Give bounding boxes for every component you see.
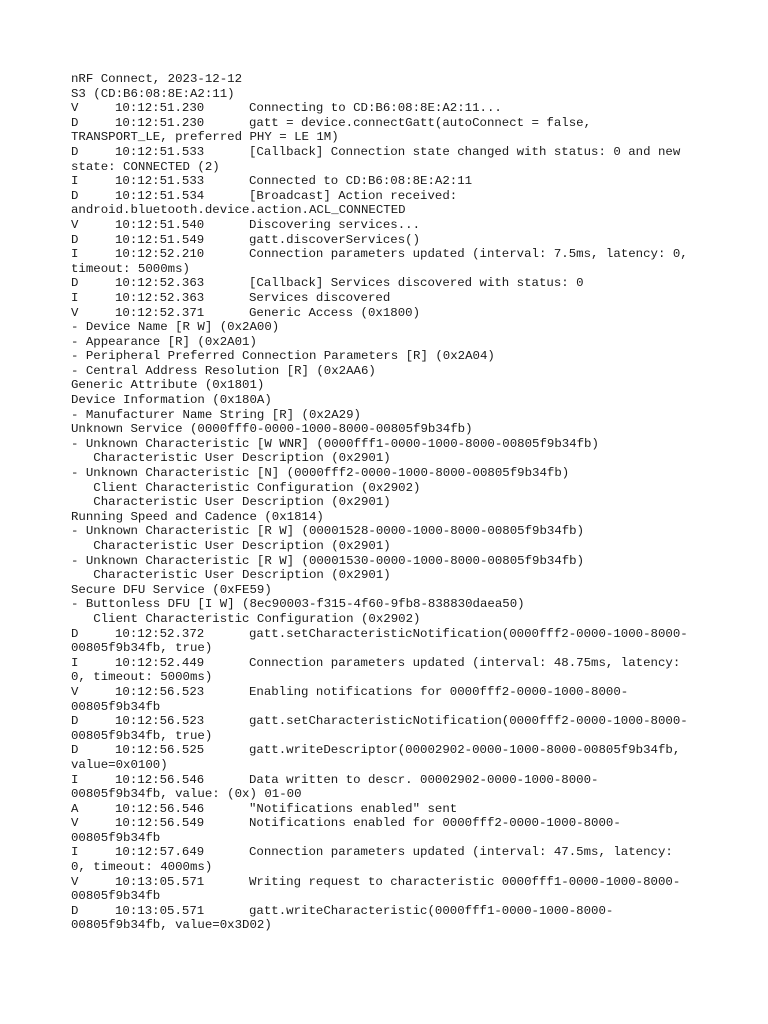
service-tree-line: Unknown Service (0000fff0-0000-1000-8000-00805f9b34fb) bbox=[71, 422, 473, 437]
log-level: I bbox=[71, 845, 79, 860]
log-message: gatt.writeDescriptor(00002902-0000-1000-8000-00805f9b34fb, bbox=[249, 743, 681, 758]
log-message: Connecting to CD:B6:08:8E:A2:11... bbox=[249, 101, 502, 116]
log-message-continuation: 00805f9b34fb, value=0x3D02) bbox=[71, 918, 272, 933]
log-message-continuation: android.bluetooth.device.action.ACL_CONNECTED bbox=[71, 203, 406, 218]
log-timestamp: 10:13:05.571 bbox=[115, 874, 205, 889]
service-tree-line: - Unknown Characteristic [R W] (00001528-0000-1000-8000-00805f9b34fb) bbox=[71, 524, 585, 539]
log-level: V bbox=[71, 874, 79, 889]
log-entry bbox=[71, 276, 701, 291]
log-message-continuation: 00805f9b34fb, value: (0x) 01-00 bbox=[71, 787, 302, 802]
log-timestamp: 10:12:52.372 bbox=[115, 626, 205, 641]
log-message-continuation: 0, timeout: 4000ms) bbox=[71, 860, 213, 875]
log-level: V bbox=[71, 217, 79, 232]
log-entry bbox=[71, 875, 701, 904]
log-message: gatt.setCharacteristicNotification(0000fff2-0000-1000-8000- bbox=[249, 626, 688, 641]
log-timestamp: 10:12:57.649 bbox=[115, 845, 205, 860]
log-message-continuation: 0, timeout: 5000ms) bbox=[71, 670, 213, 685]
log-message: gatt = device.connectGatt(autoConnect = false, bbox=[249, 115, 592, 130]
log-message: Enabling notifications for 0000fff2-0000-1000-8000- bbox=[249, 684, 629, 699]
log-timestamp: 10:13:05.571 bbox=[115, 903, 205, 918]
log-timestamp: 10:12:56.546 bbox=[115, 772, 205, 787]
log-timestamp: 10:12:52.449 bbox=[115, 655, 205, 670]
log-entry bbox=[71, 743, 701, 772]
log-message: Connection parameters updated (interval: 7.5ms, latency: 0, bbox=[249, 247, 688, 262]
log-level: I bbox=[71, 290, 79, 305]
log-message-continuation: 00805f9b34fb, true) bbox=[71, 728, 213, 743]
log-message: [Callback] Services discovered with status: 0 bbox=[249, 276, 584, 291]
log-entry bbox=[71, 145, 701, 174]
log-message-continuation: 00805f9b34fb bbox=[71, 889, 161, 904]
log-level: I bbox=[71, 247, 79, 262]
log-timestamp: 10:12:52.210 bbox=[115, 247, 205, 262]
log-message: gatt.discoverServices() bbox=[249, 232, 421, 247]
log-level: D bbox=[71, 626, 79, 641]
log-timestamp: 10:12:56.525 bbox=[115, 743, 205, 758]
log-entry bbox=[71, 802, 701, 817]
service-tree-line: - Device Name [R W] (0x2A00) bbox=[71, 320, 280, 335]
service-tree-line: Device Information (0x180A) bbox=[71, 393, 272, 408]
log-timestamp: 10:12:56.549 bbox=[115, 816, 205, 831]
log-timestamp: 10:12:56.523 bbox=[115, 714, 205, 729]
service-tree-line: - Peripheral Preferred Connection Parameters [R] (0x2A04) bbox=[71, 349, 495, 364]
service-tree-line: Characteristic User Description (0x2901) bbox=[71, 495, 391, 510]
log-message-continuation: 00805f9b34fb, true) bbox=[71, 641, 213, 656]
log-message: gatt.writeCharacteristic(0000fff1-0000-1000-8000- bbox=[249, 903, 614, 918]
service-tree-line: Characteristic User Description (0x2901) bbox=[71, 568, 391, 583]
log-entry bbox=[71, 904, 701, 933]
log-message: Connected to CD:B6:08:8E:A2:11 bbox=[249, 174, 473, 189]
log-level: D bbox=[71, 903, 79, 918]
log-message: Data written to descr. 00002902-0000-1000-8000- bbox=[249, 772, 599, 787]
log-message: [Broadcast] Action received: bbox=[249, 188, 458, 203]
service-tree-line: - Manufacturer Name String [R] (0x2A29) bbox=[71, 407, 361, 422]
log-level: I bbox=[71, 174, 79, 189]
log-message: Connection parameters updated (interval: 48.75ms, latency: bbox=[249, 655, 681, 670]
log-entry bbox=[71, 101, 701, 116]
log-message: Notifications enabled for 0000fff2-0000-1000-8000- bbox=[249, 816, 621, 831]
log-entry bbox=[71, 189, 701, 218]
log-message-continuation: value=0x0100) bbox=[71, 757, 168, 772]
log-title: nRF Connect, 2023-12-12 bbox=[71, 72, 243, 86]
log-timestamp: 10:12:51.549 bbox=[115, 232, 205, 247]
log-entry bbox=[71, 306, 701, 321]
log-timestamp: 10:12:52.363 bbox=[115, 276, 205, 291]
log-entry bbox=[71, 685, 701, 714]
log-timestamp: 10:12:52.371 bbox=[115, 305, 205, 320]
log-message: [Callback] Connection state changed with status: 0 and new bbox=[249, 144, 681, 159]
log-timestamp: 10:12:51.533 bbox=[115, 144, 205, 159]
service-tree-line: Client Characteristic Configuration (0x2902) bbox=[71, 611, 421, 626]
log-timestamp: 10:12:52.363 bbox=[115, 290, 205, 305]
log-level: I bbox=[71, 772, 79, 787]
log-timestamp: 10:12:56.546 bbox=[115, 801, 205, 816]
log-document bbox=[71, 72, 701, 933]
device-name: S3 (CD:B6:08:8E:A2:11) bbox=[71, 86, 235, 101]
service-tree-line: - Buttonless DFU [I W] (8ec90003-f315-4f60-9fb8-838830daea50) bbox=[71, 597, 525, 612]
log-message-continuation: 00805f9b34fb bbox=[71, 830, 161, 845]
log-level: A bbox=[71, 801, 79, 816]
log-timestamp: 10:12:56.523 bbox=[115, 684, 205, 699]
log-timestamp: 10:12:51.534 bbox=[115, 188, 205, 203]
log-level: V bbox=[71, 816, 79, 831]
log-timestamp: 10:12:51.533 bbox=[115, 174, 205, 189]
log-timestamp: 10:12:51.540 bbox=[115, 217, 205, 232]
log-entry bbox=[71, 773, 701, 802]
log-body bbox=[71, 101, 701, 933]
log-level: D bbox=[71, 743, 79, 758]
log-entry bbox=[71, 714, 701, 743]
log-message: Connection parameters updated (interval: 47.5ms, latency: bbox=[249, 845, 673, 860]
log-message: "Notifications enabled" sent bbox=[249, 801, 458, 816]
service-tree-line: - Appearance [R] (0x2A01) bbox=[71, 334, 257, 349]
log-entry bbox=[71, 291, 701, 306]
service-tree-line: Characteristic User Description (0x2901) bbox=[71, 539, 391, 553]
log-level: D bbox=[71, 714, 79, 729]
log-level: V bbox=[71, 684, 79, 699]
service-tree-line: Generic Attribute (0x1801) bbox=[71, 378, 265, 393]
log-message-continuation: timeout: 5000ms) bbox=[71, 261, 190, 276]
service-tree-line: Running Speed and Cadence (0x1814) bbox=[71, 509, 324, 524]
log-level: D bbox=[71, 232, 79, 247]
log-entry bbox=[71, 247, 701, 276]
service-tree-line: - Unknown Characteristic [R W] (00001530-0000-1000-8000-00805f9b34fb) bbox=[71, 553, 585, 568]
service-tree-line: - Central Address Resolution [R] (0x2AA6) bbox=[71, 363, 376, 378]
log-timestamp: 10:12:51.230 bbox=[115, 115, 205, 130]
service-tree-line: Characteristic User Description (0x2901) bbox=[71, 451, 391, 466]
log-level: D bbox=[71, 188, 79, 203]
log-message: Discovering services... bbox=[249, 217, 421, 232]
log-entry bbox=[71, 656, 701, 685]
log-level: D bbox=[71, 144, 79, 159]
log-entry bbox=[71, 218, 701, 233]
log-message-continuation: state: CONNECTED (2) bbox=[71, 159, 220, 174]
service-tree-line: Secure DFU Service (0xFE59) bbox=[71, 582, 272, 597]
service-tree-line: Client Characteristic Configuration (0x2902) bbox=[71, 480, 421, 495]
log-message: gatt.setCharacteristicNotification(0000fff2-0000-1000-8000- bbox=[249, 714, 688, 729]
log-level: V bbox=[71, 305, 79, 320]
log-message: Writing request to characteristic 0000fff1-0000-1000-8000- bbox=[249, 874, 681, 889]
log-message-continuation: TRANSPORT_LE, preferred PHY = LE 1M) bbox=[71, 130, 339, 145]
log-level: D bbox=[71, 115, 79, 130]
log-message: Services discovered bbox=[249, 290, 391, 305]
log-entry bbox=[71, 233, 701, 248]
log-message-continuation: 00805f9b34fb bbox=[71, 699, 161, 714]
log-entry bbox=[71, 174, 701, 189]
log-level: V bbox=[71, 101, 79, 116]
log-entry bbox=[71, 116, 701, 145]
log-level: I bbox=[71, 655, 79, 670]
log-entry bbox=[71, 816, 701, 845]
service-tree-line: - Unknown Characteristic [W WNR] (0000fff1-0000-1000-8000-00805f9b34fb) bbox=[71, 436, 599, 451]
log-entry bbox=[71, 627, 701, 656]
log-message: Generic Access (0x1800) bbox=[249, 305, 421, 320]
log-entry bbox=[71, 845, 701, 874]
log-level: D bbox=[71, 276, 79, 291]
service-tree-line: - Unknown Characteristic [N] (0000fff2-0000-1000-8000-00805f9b34fb) bbox=[71, 466, 570, 481]
log-timestamp: 10:12:51.230 bbox=[115, 101, 205, 116]
